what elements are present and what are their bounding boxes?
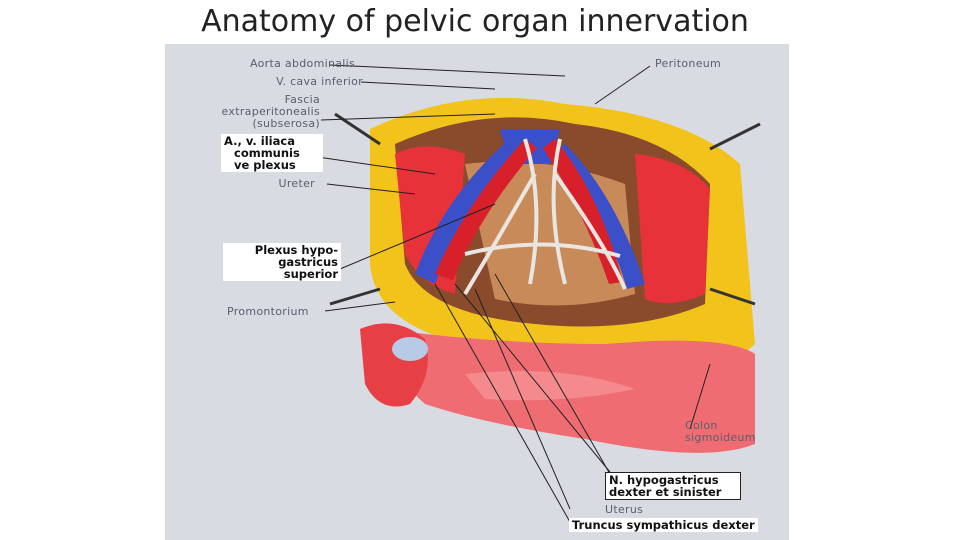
slide-title-text: Anatomy of pelvic organ innervation <box>201 4 749 39</box>
label-promontorium: Promontorium <box>227 305 309 318</box>
slide-title <box>0 4 960 39</box>
label-iliaca-line-2: communis <box>234 146 300 160</box>
label-fascia-group <box>175 94 320 130</box>
label-colon-line-2: sigmoideum <box>685 431 756 444</box>
label-colon-group <box>685 420 756 444</box>
label-plexus-line-1: Plexus hypo- <box>254 243 338 257</box>
label-n-hypogastricus-box <box>605 472 741 500</box>
label-plexus-box <box>223 243 341 281</box>
label-fascia-line-2: extraperitonealis <box>221 105 320 118</box>
label-aorta-abdominalis: Aorta abdominalis <box>250 57 355 70</box>
label-peritoneum: Peritoneum <box>655 57 722 70</box>
label-ureter: Ureter <box>278 177 315 190</box>
label-fascia-line-3: (subserosa) <box>252 117 320 130</box>
anatomy-illustration <box>165 44 789 540</box>
label-fascia-line-1: Fascia <box>284 93 320 106</box>
label-iliaca-line-3: ve plexus <box>234 158 296 172</box>
label-colon-line-1: Colon <box>685 419 718 432</box>
label-hypogastricus-line-2: dexter et sinister <box>609 485 722 499</box>
label-iliaca-line-1: A., v. iliaca <box>224 134 295 148</box>
label-v-cava-inferior: V. cava inferior <box>276 75 363 88</box>
label-plexus-line-2: gastricus <box>278 255 338 269</box>
label-uterus: Uterus <box>605 503 644 516</box>
label-iliaca-box <box>221 134 323 172</box>
label-hypogastricus-line-1: N. hypogastricus <box>609 473 719 487</box>
label-plexus-line-3: superior <box>283 267 338 281</box>
label-truncus-sympathicus: Truncus sympathicus dexter <box>569 518 758 532</box>
